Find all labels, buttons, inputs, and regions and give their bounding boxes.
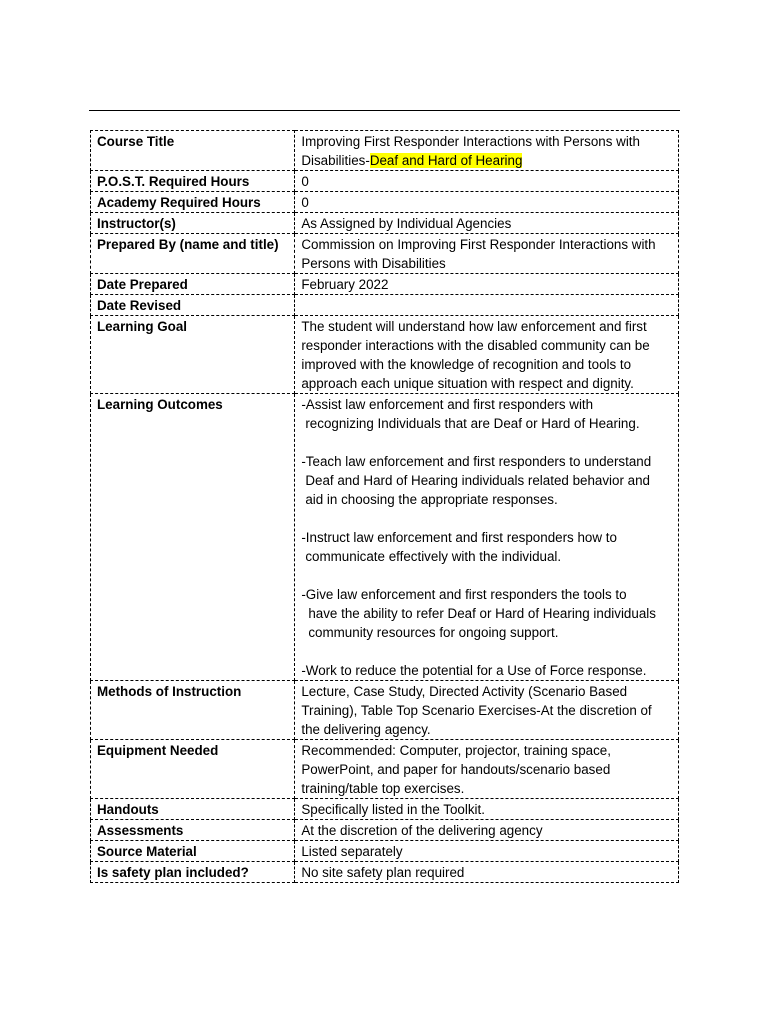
outcome-5-line1: -Work to reduce the potential for a Use of Force response. [301, 663, 647, 678]
learning-outcome-item [301, 661, 672, 680]
handouts-value: Specifically listed in the Toolkit. [295, 799, 679, 820]
table-row-course-title [91, 131, 679, 171]
equipment-label: Equipment Needed [91, 740, 295, 799]
source-material-value: Listed separately [295, 841, 679, 862]
outcome-3-line2: communicate effectively with the individual. [305, 549, 562, 564]
prepared-by-value: Commission on Improving First Responder Interactions with Persons with Disabilities [295, 234, 679, 274]
academy-hours-label: Academy Required Hours [91, 192, 295, 213]
table-row-learning-goal [91, 316, 679, 394]
table-row-date-prepared [91, 274, 679, 295]
assessments-label: Assessments [91, 820, 295, 841]
post-hours-label: P.O.S.T. Required Hours [91, 171, 295, 192]
course-title-line1: Improving First Responder Interactions with Persons with [301, 134, 640, 149]
outcome-4-line3: community resources for ongoing support. [308, 625, 559, 640]
learning-outcomes-value [295, 394, 679, 681]
course-title-value [295, 131, 679, 171]
outcome-4-line2: have the ability to refer Deaf or Hard of Hearing individuals [308, 606, 656, 621]
equipment-value: Recommended: Computer, projector, training space, PowerPoint, and paper for handouts/scenario based training/table top exercises. [295, 740, 679, 799]
date-prepared-label: Date Prepared [91, 274, 295, 295]
outcome-1-line1: -Assist law enforcement and first responders with [301, 397, 594, 412]
instructors-value: As Assigned by Individual Agencies [295, 213, 679, 234]
handouts-label: Handouts [91, 799, 295, 820]
course-title-highlight: Deaf and Hard of Hearing [369, 153, 523, 168]
safety-plan-label: Is safety plan included? [91, 862, 295, 883]
outcome-2-line3: aid in choosing the appropriate responses. [305, 492, 558, 507]
table-row-learning-outcomes [91, 394, 679, 681]
source-material-label: Source Material [91, 841, 295, 862]
methods-value: Lecture, Case Study, Directed Activity (Scenario Based Training), Table Top Scenario Exercises-At the discretion of the delivering agency. [295, 681, 679, 740]
learning-goal-label: Learning Goal [91, 316, 295, 394]
table-row-academy-hours [91, 192, 679, 213]
course-title-prefix: Disabilities- [301, 153, 370, 168]
learning-outcome-item [301, 395, 672, 433]
learning-outcomes-label: Learning Outcomes [91, 394, 295, 681]
table-row-handouts [91, 799, 679, 820]
assessments-value: At the discretion of the delivering agency [295, 820, 679, 841]
course-title-line2 [301, 151, 672, 170]
academy-hours-value: 0 [295, 192, 679, 213]
outcome-2-line2: Deaf and Hard of Hearing individuals related behavior and [305, 473, 650, 488]
table-row-methods [91, 681, 679, 740]
learning-goal-value: The student will understand how law enforcement and first responder interactions with the disabled community can be improved with the knowledge of recognition and tools to approach each unique situation with respect and dignity. [295, 316, 679, 394]
date-revised-value [295, 295, 679, 316]
table-row-prepared-by [91, 234, 679, 274]
learning-outcome-item [301, 585, 672, 642]
table-row-assessments [91, 820, 679, 841]
course-outline-table [90, 130, 679, 883]
prepared-by-label: Prepared By (name and title) [91, 234, 295, 274]
table-row-instructors [91, 213, 679, 234]
outcome-1-line2: recognizing Individuals that are Deaf or Hard of Hearing. [305, 416, 640, 431]
top-rule [89, 110, 680, 111]
outcome-2-line1: -Teach law enforcement and first responders to understand [301, 454, 652, 469]
methods-label: Methods of Instruction [91, 681, 295, 740]
post-hours-value: 0 [295, 171, 679, 192]
date-revised-label: Date Revised [91, 295, 295, 316]
learning-outcome-item [301, 452, 672, 509]
table-row-equipment [91, 740, 679, 799]
outcome-3-line1: -Instruct law enforcement and first responders how to [301, 530, 617, 545]
date-prepared-value: February 2022 [295, 274, 679, 295]
outcome-4-line1: -Give law enforcement and first responders the tools to [301, 587, 627, 602]
learning-outcome-item [301, 528, 672, 566]
instructors-label: Instructor(s) [91, 213, 295, 234]
table-row-source-material [91, 841, 679, 862]
course-title-label: Course Title [91, 131, 295, 171]
table-row-post-hours [91, 171, 679, 192]
table-row-date-revised [91, 295, 679, 316]
safety-plan-value: No site safety plan required [295, 862, 679, 883]
table-row-safety-plan [91, 862, 679, 883]
